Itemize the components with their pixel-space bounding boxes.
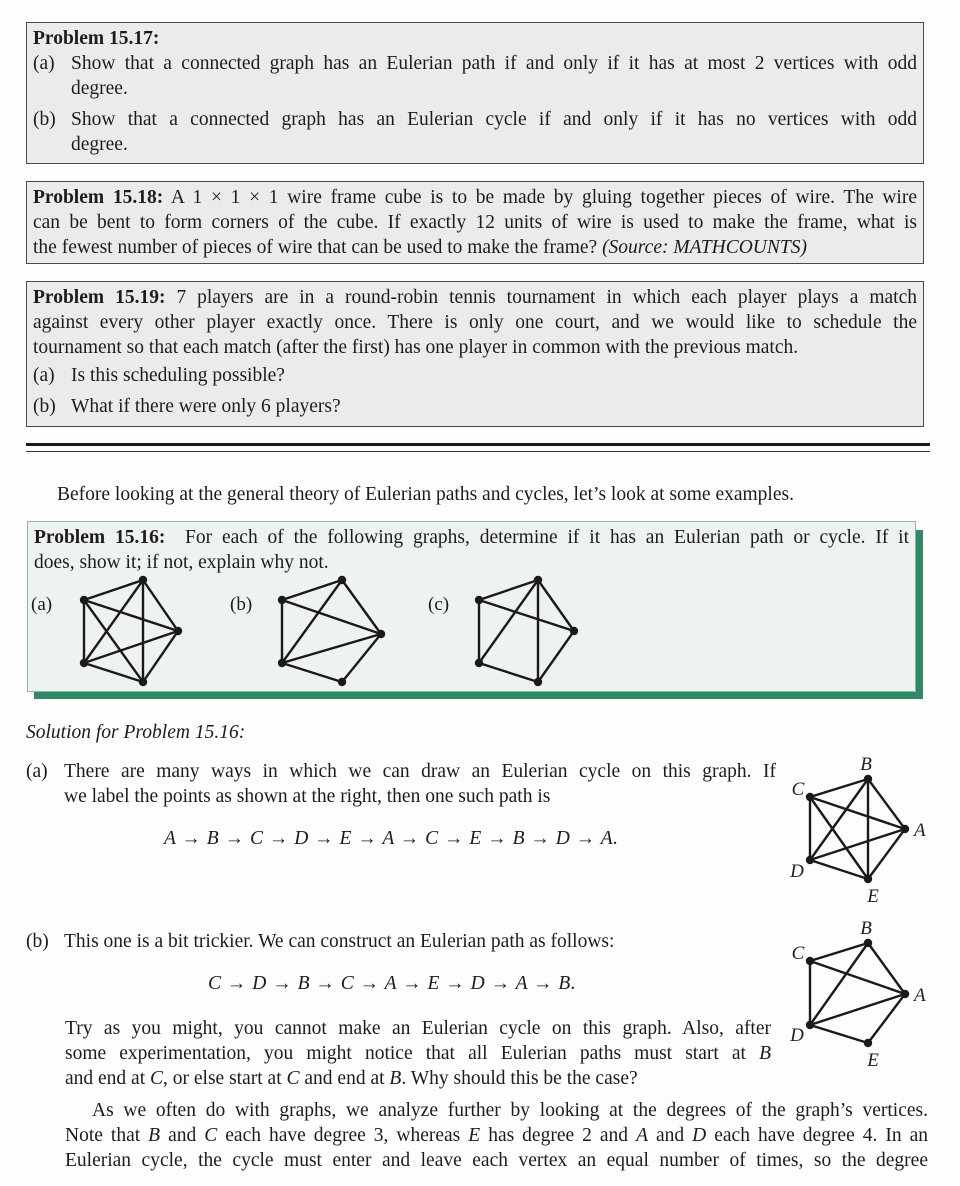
graph-vertex [80, 596, 88, 604]
graph-edge [810, 797, 868, 879]
graph-label-c: (c) [428, 594, 450, 615]
part-text: What if there were only 6 players? [71, 396, 341, 417]
vertex-ref: D [692, 1125, 707, 1146]
part-label: (a) [33, 53, 55, 74]
part-label: (b) [33, 109, 56, 130]
graph-vertex [139, 678, 147, 686]
part-label: (a) [26, 761, 48, 782]
solution-b-text-1: This one is a bit trickier. We can construct an Eulerian path as follows: [64, 931, 615, 952]
vertex-ref: B [759, 1043, 771, 1064]
solution-part-a [26, 759, 776, 809]
vertex-label-d: D [790, 861, 804, 882]
graph-edge [810, 961, 905, 994]
part-text: Is this scheduling possible? [71, 365, 285, 386]
graph-vertex [806, 856, 814, 864]
graph-edge [84, 580, 143, 663]
graph-vertex [864, 939, 872, 947]
solution-a-path: A → B → C → D → E → A → C → E → B → D → A. [164, 828, 619, 849]
graph-vertex [278, 659, 286, 667]
graph-sol-a [789, 754, 926, 907]
vertex-label-c: C [791, 943, 805, 964]
graph-edge [810, 1025, 868, 1043]
graph-vertex [864, 775, 872, 783]
problem-15-17-heading: Problem 15.17: [33, 28, 160, 49]
graph-edge [868, 779, 905, 829]
graph-edge [810, 943, 868, 961]
solution-b-explanation [65, 1016, 771, 1091]
graph-edge [143, 580, 178, 631]
graph-vertex [139, 576, 147, 584]
graph-edge [868, 994, 905, 1043]
vertex-label-e: E [867, 886, 879, 907]
graph-edge [810, 829, 905, 860]
graph-edge [479, 600, 574, 631]
graph-edge [282, 600, 381, 634]
problem-15-19-text-2: against every other player exactly once. There is only one court, and we would like to schedule the [33, 312, 917, 333]
part-label: (b) [26, 931, 49, 952]
graph-edge [810, 994, 905, 1025]
problem-15-16-heading: Problem 15.16: [34, 527, 166, 548]
vertex-ref: C [150, 1068, 164, 1089]
graph-edge [84, 600, 143, 682]
text-run: and [160, 1125, 205, 1146]
solution-a-text-1: There are many ways in which we can draw an Eulerian cycle on this graph. If [64, 761, 776, 782]
graph-edge [84, 631, 178, 663]
graph-a [80, 576, 182, 686]
vertex-label-e: E [867, 1050, 879, 1071]
graph-vertex [377, 630, 385, 638]
graph-edge [84, 600, 178, 631]
graph-edge [84, 663, 143, 682]
graph-vertex [806, 793, 814, 801]
graph-edge [538, 631, 574, 682]
vertex-ref: B [148, 1125, 161, 1146]
graph-edge [479, 580, 538, 663]
part-text: Show that a connected graph has an Eulerian cycle if and only if it has no vertices with odd [71, 109, 917, 130]
vertex-label-a: A [914, 820, 926, 841]
graph-vertex [338, 576, 346, 584]
vertex-ref: C [286, 1068, 300, 1089]
text-run: and end at [299, 1068, 390, 1089]
solution-b-text-3: some experimentation, you might notice that all Eulerian paths must start at [65, 1043, 760, 1064]
problem-15-19-text-1: 7 players are in a round-robin tennis tournament in which each player plays a match [176, 287, 917, 308]
solution-part-b [26, 929, 776, 954]
vertex-label-d: D [790, 1025, 804, 1046]
intro-paragraph: Before looking at the general theory of Eulerian paths and cycles, let’s look at some examples. [57, 484, 794, 505]
graph-edge [282, 663, 342, 682]
text-run: has degree 2 and [480, 1125, 637, 1146]
graph-edge [538, 580, 574, 631]
graph-vertex [278, 596, 286, 604]
graph-vertex [864, 1039, 872, 1047]
problem-15-18-heading: Problem 15.18: [33, 187, 164, 208]
graph-vertex [901, 990, 909, 998]
solution-a-text-2: we label the points as shown at the right, then one such path is [64, 786, 551, 807]
graph-edge [810, 779, 868, 860]
graph-edge [810, 779, 868, 797]
problem-15-16-text-2: does, show it; if not, explain why not. [34, 552, 329, 573]
degree-paragraph [65, 1098, 928, 1173]
text-run: each have degree 4. In an [706, 1125, 929, 1146]
vertex-ref: E [468, 1125, 481, 1146]
graph-edge [282, 634, 381, 663]
solution-title: Solution for Problem 15.16: [26, 722, 246, 743]
part-label: (a) [33, 365, 55, 386]
text-run: , or else start at [163, 1068, 287, 1089]
graph-sol-b [789, 918, 926, 1071]
graph-edge [810, 943, 868, 1025]
graph-edge [282, 580, 342, 600]
graph-edge [143, 631, 178, 682]
vertex-label-a: A [914, 985, 926, 1006]
graph-edge [479, 663, 538, 682]
problem-15-18-text-3: the fewest number of pieces of wire that can be used to make the frame? [33, 237, 598, 258]
graph-label-b: (b) [230, 594, 253, 615]
text-run: each have degree 3, whereas [217, 1125, 469, 1146]
vertex-ref: A [636, 1125, 648, 1146]
problem-15-19-heading: Problem 15.19: [33, 287, 166, 308]
graph-vertex [534, 678, 542, 686]
graph-edge [810, 797, 905, 829]
vertex-label-b: B [860, 918, 872, 939]
degree-text-3: Eulerian cycle, the cycle must enter and leave each vertex an equal number of times, so the degree [65, 1150, 928, 1171]
graph-vertex [806, 1021, 814, 1029]
graph-edge [868, 829, 905, 879]
graph-c [475, 576, 578, 686]
part-text-cont: degree. [71, 78, 128, 99]
solution-b-path: C → D → B → C → A → E → D → A → B. [208, 973, 577, 994]
problem-15-19-text-3: tournament so that each match (after the first) has one player in common with the previous match. [33, 337, 799, 358]
solution-b-text-2: Try as you might, you cannot make an Eulerian cycle on this graph. Also, after [65, 1018, 771, 1039]
graph-vertex [475, 596, 483, 604]
graph-vertex [534, 576, 542, 584]
vertex-ref: C [204, 1125, 218, 1146]
vertex-label-c: C [791, 779, 805, 800]
part-text: Show that a connected graph has an Eulerian path if and only if it has at most 2 vertices with odd [71, 53, 917, 74]
graph-b [278, 576, 385, 686]
graph-vertex [174, 627, 182, 635]
graph-vertex [570, 627, 578, 635]
text-run: Note that [65, 1125, 149, 1146]
text-run: and end at [65, 1068, 151, 1089]
part-text-cont: degree. [71, 134, 128, 155]
problem-15-18-text-1: A 1 × 1 × 1 wire frame cube is to be made by gluing together pieces of wire. The wire [170, 187, 917, 208]
graph-edge [810, 860, 868, 879]
graph-label-a: (a) [31, 594, 53, 615]
graph-edge [479, 580, 538, 600]
graph-vertex [338, 678, 346, 686]
problem-15-18-text-2: can be bent to form corners of the cube. If exactly 12 units of wire is used to make the frame, what is [33, 212, 917, 233]
graph-edge [342, 634, 381, 682]
degree-text-1: As we often do with graphs, we analyze further by looking at the degrees of the graph’s vertices. [92, 1100, 928, 1121]
graph-vertex [475, 659, 483, 667]
graph-edge [342, 580, 381, 634]
graph-vertex [901, 825, 909, 833]
vertex-label-b: B [860, 754, 872, 775]
graph-edge [282, 580, 342, 663]
problem-15-16-text-1: For each of the following graphs, determine if it has an Eulerian path or cycle. If it [185, 527, 909, 548]
graph-vertex [864, 875, 872, 883]
text-run: . Why should this be the case? [401, 1068, 638, 1089]
graph-vertex [80, 659, 88, 667]
problem-15-18-source: (Source: MATHCOUNTS) [602, 237, 807, 258]
graph-edge [84, 580, 143, 600]
vertex-ref: B [389, 1068, 402, 1089]
text-run: and [647, 1125, 693, 1146]
graph-vertex [806, 957, 814, 965]
part-label: (b) [33, 396, 56, 417]
